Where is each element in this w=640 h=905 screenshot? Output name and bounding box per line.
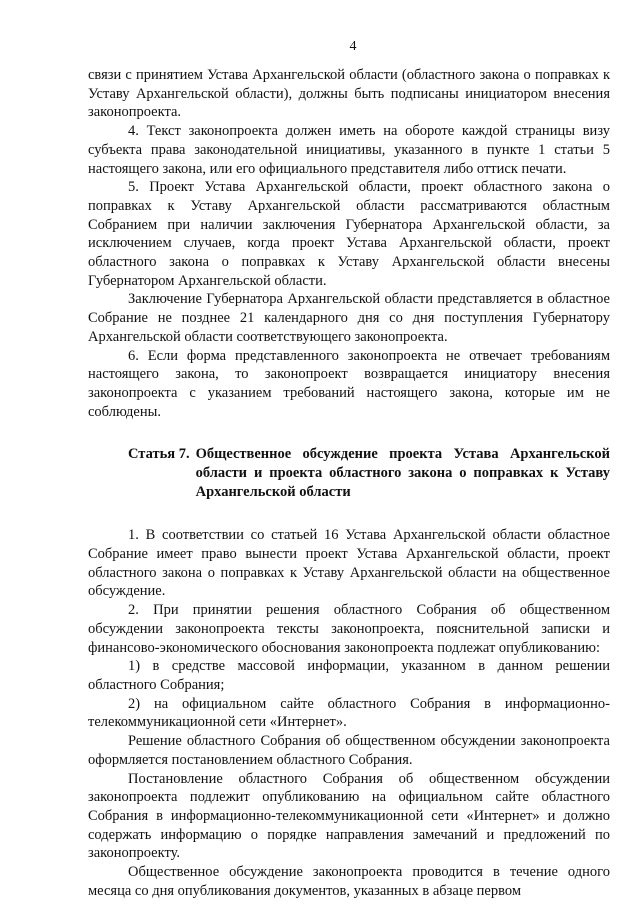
paragraph: 4. Текст законопроекта должен иметь на обороте каждой страницы визу субъекта права законодательной инициативы, указанного в пункте 1 статьи 5 настоящего закона, или его официального представителя либо оттиск печати. [88,123,610,177]
article-label: Статья 7. [128,446,190,463]
paragraph: Решение областного Собрания об общественном обсуждении законопроекта оформляется постановлением областного Собрания. [88,733,610,768]
paragraph: Заключение Губернатора Архангельской области представляется в областное Собрание не позднее 21 календарного дня со дня поступления Губернатору Архангельской области соответствующего законопроекта. [88,291,610,345]
paragraph: Общественное обсуждение законопроекта проводится в течение одного месяца со дня опубликования документов, указанных в абзаце первом [88,864,610,899]
paragraph: связи с принятием Устава Архангельской области (областного закона о поправках к Уставу Архангельской области), должны быть подписаны инициатором внесения законопроекта. [88,67,610,121]
paragraph: Постановление областного Собрания об общественном обсуждении законопроекта подлежит опубликованию на официальном сайте областного Собрания в информационно-телекоммуникационной сети «Интернет» и должно содержать информацию о порядке направления замечаний и предложений по законопроекту. [88,770,610,862]
article-heading [88,445,610,502]
paragraph: 1) в средстве массовой информации, указанном в данном решении областного Собрания; [88,658,610,693]
article-title: Общественное обсуждение проекта Устава Архангельской области и проекта областного закона о поправках к Уставу Архангельской области [195,446,610,501]
paragraph: 5. Проект Устава Архангельской области, проект областного закона о поправках к Уставу Архангельской области рассматриваются областным Собранием при наличии заключения Губернатора Архангельской области, за исключением случаев, когда проект Устава Архангельской области, проект областного закона о поправках к Уставу Архангельской области внесены Губернатором Архангельской области. [88,179,610,289]
paragraph: 1. В соответствии со статьей 16 Устава Архангельской области областное Собрание имеет право вынести проект Устава Архангельской области, проект областного закона о поправках к Уставу Архангельской области на общественное обсуждение. [88,527,610,600]
page-number: 4 [349,39,357,54]
paragraph: 2) на официальном сайте областного Собрания в информационно-телекоммуникационной сети «Интернет». [88,695,610,731]
paragraph: 6. Если форма представленного законопроекта не отвечает требованиям настоящего закона, то законопроект возвращается инициатору внесения законопроекта с указанием требований настоящего закона, которые им не соблюдены. [88,347,610,420]
paragraph: 2. При принятии решения областного Собрания об общественном обсуждении законопроекта тексты законопроекта, пояснительной записки и финансово-экономического обоснования законопроекта подлежат опубликованию: [88,602,610,656]
